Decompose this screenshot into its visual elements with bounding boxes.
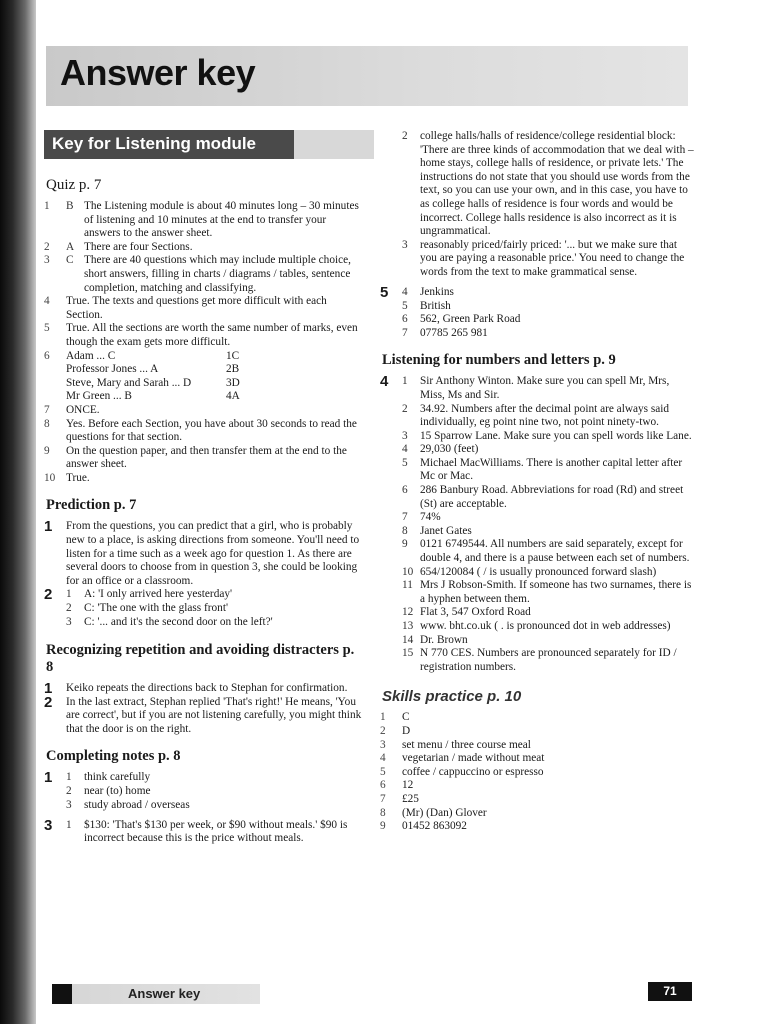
module-title-bar: Key for Listening module <box>44 130 374 159</box>
list-item: 7 £25 <box>380 792 419 805</box>
list-item: 6 12 <box>380 779 414 792</box>
list-item: 12 Flat 3, 547 Oxford Road <box>402 606 531 619</box>
list-item: 1 1 think carefully <box>44 769 151 787</box>
book-spine-shadow <box>0 0 36 1024</box>
recognizing-section <box>44 642 364 737</box>
question-6-matching: 6 Adam ... C 1C Professor Jones ... A 2B Steve, Mary and Sarah ... D 3D Mr Green ... B 4A <box>44 349 240 403</box>
list-item: 2 A There are four Sections. <box>44 240 193 253</box>
list-item: 4 True. The texts and questions get more difficult with each Section. <box>44 295 327 321</box>
list-item: 7 74% <box>402 511 441 524</box>
list-item: 5 True. All the sections are worth the same number of marks, even though the exam gets more difficult. <box>44 322 358 348</box>
list-item: 2 college halls/halls of residence/college residential block: 'There are three kinds of accommodation that we deal with – home stays, college halls of residence, or private lets.' The instructions do not state that you should use words from the text, so you can use your own, and in this case, you have to as college halls of residence is four words and would be incorrect. College halls residence is also incorrect as it is ungrammatical. <box>402 130 694 238</box>
list-item: 1 From the questions, you can predict that a girl, who is probably new to a place, is asking directions from someone. You'll need to listen for a time such as a week ago for question 1. As there are several doors to choose from in question 3, she could be looking for an office or a classroom. <box>44 518 360 587</box>
list-item: 10 654/120084 ( / is usually pronounced forward slash) <box>402 565 657 578</box>
page-number: 71 <box>648 982 692 1001</box>
list-item: 3 reasonably priced/fairly priced: '... but we make sure that you are paying a reasonable price.' You need to change the words from the text to make grammatical sense. <box>402 238 685 278</box>
skills-section <box>380 688 696 833</box>
list-item: 4 29,030 (feet) <box>402 443 479 456</box>
prediction-section <box>44 497 364 629</box>
footer-black-tab <box>52 984 72 1004</box>
list-item: 5 Michael MacWilliams. There is another capital letter after Mc or Mac. <box>402 456 683 483</box>
list-item: 3 C There are 40 questions which may include multiple choice, short answers, filling in charts / diagrams / tables, sentence completion, matching and classifying. <box>44 254 351 294</box>
list-item: 3 set menu / three course meal <box>380 738 531 751</box>
page-title: Answer key <box>60 52 256 93</box>
list-item: 5 coffee / cappuccino or espresso <box>380 765 544 778</box>
numbers-heading: Listening for numbers and letters p. 9 <box>382 352 616 369</box>
left-column <box>44 130 364 858</box>
right-column <box>380 130 696 846</box>
list-item: 3 1 $130: 'That's $130 per week, or $90 without meals.' $90 is incorrect because this is the price without meals. <box>44 816 348 845</box>
list-item: 7 07785 265 981 <box>402 326 488 339</box>
list-item: 5 British <box>402 299 451 312</box>
list-item: 2 near (to) home <box>66 785 151 798</box>
list-item: 4 1 Sir Anthony Winton. Make sure you can spell Mr, Mrs, Miss, Ms and Sir. <box>380 373 670 401</box>
notes-heading: Completing notes p. 8 <box>46 748 181 765</box>
list-item: 9 On the question paper, and then transfer them at the end to the answer sheet. <box>44 444 347 471</box>
list-item: 4 vegetarian / made without meat <box>380 752 545 765</box>
list-item: 3 C: '... and it's the second door on the left?' <box>66 616 273 629</box>
list-item: 9 0121 6749544. All numbers are said separately, except for double 4, and there is a pause between each set of numbers. <box>402 538 690 565</box>
list-item: 5 4 Jenkins <box>380 283 454 301</box>
list-item: 1 B The Listening module is about 40 minutes long – 30 minutes of listening and 10 minutes at the end to transfer your answers to the answer sheet. <box>44 200 359 240</box>
list-item: 8 Janet Gates <box>402 524 472 537</box>
list-item: 2 1 A: 'I only arrived here yesterday' <box>44 586 233 604</box>
list-item: 15 N 770 CES. Numbers are pronounced separately for ID / registration numbers. <box>402 647 677 673</box>
notes-section <box>44 748 364 845</box>
list-item: 8 Yes. Before each Section, you have about 30 seconds to read the questions for that section. <box>44 417 357 444</box>
list-item: 2 C: 'The one with the glass front' <box>66 602 229 615</box>
list-item: 6 286 Banbury Road. Abbreviations for road (Rd) and street (St) are acceptable. <box>402 484 684 510</box>
list-item: 14 Dr. Brown <box>402 633 468 646</box>
list-item: 2 D <box>380 724 411 737</box>
skills-heading: Skills practice p. 10 <box>382 688 522 706</box>
list-item: 11 Mrs J Robson-Smith. If someone has two surnames, there is a hyphen between them. <box>402 579 692 605</box>
list-item: 6 562, Green Park Road <box>402 313 521 326</box>
list-item: 2 In the last extract, Stephan replied 'That's right!' He means, 'You are correct', but if you are not listening carefully, you might think that the door is on the right. <box>44 693 362 735</box>
list-item: 7 ONCE. <box>44 403 100 416</box>
list-item: 8 (Mr) (Dan) Glover <box>380 806 487 819</box>
footer-label: Answer key <box>128 986 201 1001</box>
list-item: 9 01452 863092 <box>380 820 467 833</box>
quiz-list <box>44 200 364 485</box>
numbers-section <box>380 352 696 674</box>
footer-label-bar <box>52 984 260 1004</box>
list-item: 10 True. <box>44 471 90 484</box>
list-item: 13 www. bht.co.uk ( . is pronounced dot in web addresses) <box>402 620 671 632</box>
quiz-section <box>44 177 364 485</box>
quiz-heading: Quiz p. 7 <box>46 177 102 193</box>
prediction-heading: Prediction p. 7 <box>46 497 137 514</box>
list-item: 1 Keiko repeats the directions back to Stephan for confirmation. <box>44 679 348 697</box>
notes-continued <box>380 130 696 340</box>
list-item: 3 15 Sparrow Lane. Make sure you can spell words like Lane. <box>402 429 692 442</box>
page-header <box>46 46 688 106</box>
list-item: 1 C <box>380 711 410 724</box>
recognizing-heading: Recognizing repetition and avoiding distracters p. 8 <box>46 641 355 675</box>
list-item: 2 34.92. Numbers after the decimal point are always said individually, eg point nine two, not point ninety-two. <box>402 402 670 429</box>
list-item: 3 study abroad / overseas <box>66 799 190 811</box>
